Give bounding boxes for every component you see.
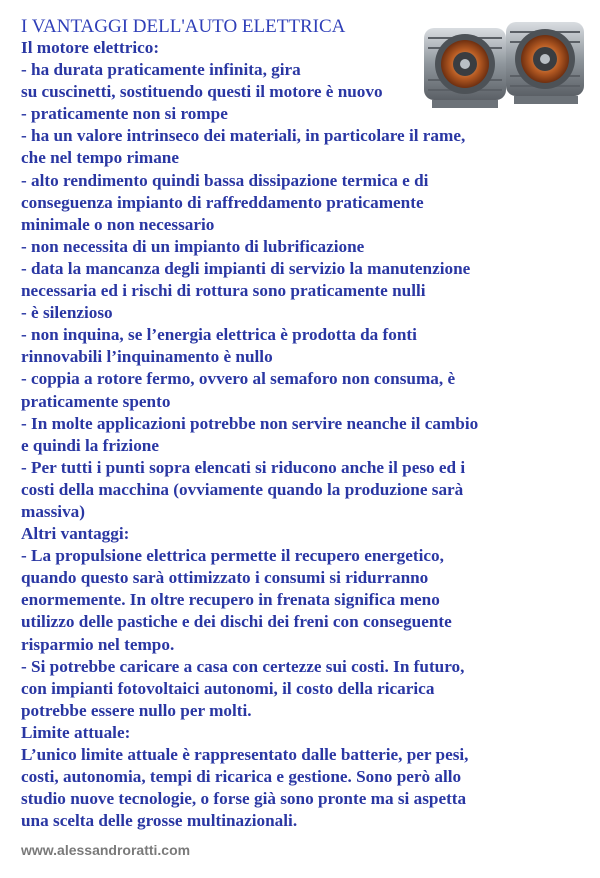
text-line: con impianti fotovoltaici autonomi, il costo della ricarica — [21, 678, 435, 698]
text-line: - In molte applicazioni potrebbe non servire neanche il cambio — [21, 413, 479, 433]
text-line: - data la mancanza degli impianti di servizio la manutenzione — [21, 258, 471, 278]
text-line: Limite attuale: — [21, 722, 131, 742]
text-line: - non inquina, se l’energia elettrica è prodotta da fonti — [21, 325, 417, 345]
text-line: - praticamente non si rompe — [21, 104, 228, 124]
text-line: su cuscinetti, sostituendo questi il motore è nuovo — [21, 82, 383, 102]
text-line: quando questo sarà ottimizzato i consumi si ridurranno — [21, 568, 429, 588]
text-line: - è silenzioso — [21, 303, 113, 323]
text-line: enormemente. In oltre recupero in frenata significa meno — [21, 590, 440, 610]
text-line: - La propulsione elettrica permette il recupero energetico, — [21, 546, 444, 566]
text-line: L’unico limite attuale è rappresentato dalle batterie, per pesi, — [21, 745, 469, 764]
text-line: Altri vantaggi: — [21, 524, 130, 544]
website-url: www.alessandroratti.com — [21, 842, 191, 858]
text-line: minimale o non necessario — [21, 214, 215, 234]
text-line: - non necessita di un impianto di lubrificazione — [21, 236, 365, 256]
text-line: una scelta delle grosse multinazionali. — [21, 811, 298, 831]
text-line: potrebbe essere nullo per molti. — [21, 700, 252, 720]
text-line: e quindi la frizione — [21, 435, 159, 455]
text-line: praticamente spento — [21, 391, 171, 411]
text-line: conseguenza impianto di raffreddamento praticamente — [21, 192, 424, 212]
text-line: massiva) — [21, 501, 85, 521]
text-line: - ha un valore intrinseco dei materiali, in particolare il rame, — [21, 126, 466, 146]
text-line: costi, autonomia, tempi di ricarica e gestione. Sono però allo — [21, 767, 462, 787]
text-line: - Per tutti i punti sopra elencati si riducono anche il peso ed i — [21, 457, 466, 477]
text-line: utilizzo delle pastiche e dei dischi dei freni con conseguente — [21, 612, 452, 632]
advantages-text — [21, 37, 591, 832]
text-line: - ha durata praticamente infinita, gira — [21, 60, 301, 80]
text-line: - alto rendimento quindi bassa dissipazione termica e di — [21, 170, 429, 190]
page-title: I VANTAGGI DELL'AUTO ELETTRICA — [21, 16, 346, 37]
text-line: che nel tempo rimane — [21, 148, 179, 168]
text-line: - coppia a rotore fermo, ovvero al semaforo non consuma, è — [21, 369, 456, 389]
text-line: necessaria ed i rischi di rottura sono praticamente nulli — [21, 281, 426, 301]
text-line: costi della macchina (ovviamente quando la produzione sarà — [21, 479, 464, 499]
text-line: Il motore elettrico: — [21, 38, 160, 57]
text-line: rinnovabili l’inquinamento è nullo — [21, 347, 273, 367]
text-line: studio nuove tecnologie, o forse già sono pronte ma si aspetta — [21, 789, 467, 809]
text-line: - Si potrebbe caricare a casa con certezze sui costi. In futuro, — [21, 656, 465, 676]
text-line: risparmio nel tempo. — [21, 634, 175, 654]
